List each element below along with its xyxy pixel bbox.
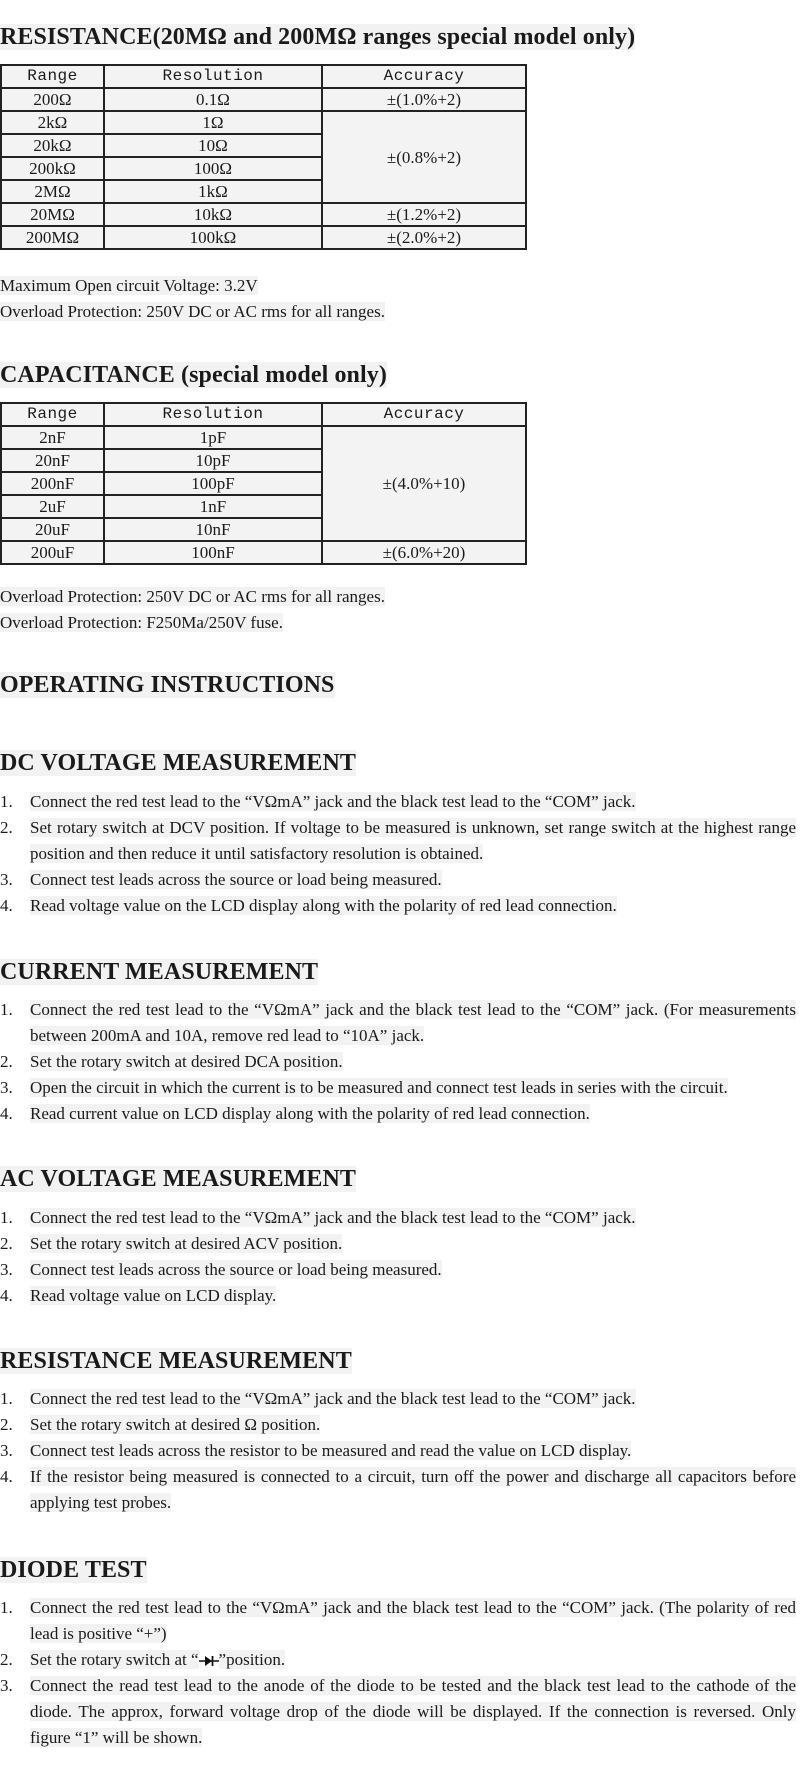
resistance-measurement-steps (0, 1386, 796, 1516)
resolution-cell: 100pF (104, 472, 322, 495)
range-cell: 200kΩ (1, 157, 104, 180)
range-header: Range (1, 403, 104, 426)
range-cell: 20uF (1, 518, 104, 541)
dc-voltage-heading: DC VOLTAGE MEASUREMENT (0, 750, 357, 776)
list-item: 4. Read voltage value on LCD display. (0, 1286, 277, 1305)
list-item: 3. Connect test leads across the source or load being measured. (0, 1260, 442, 1279)
list-item: 3. Connect test leads across the source or load being measured. (0, 870, 442, 889)
list-item: 1. Connect the red test lead to the “VΩmA” jack and the black test lead to the “COM” jack. (0, 1389, 636, 1408)
operating-heading: OPERATING INSTRUCTIONS (0, 672, 335, 698)
accuracy-header: Accuracy (322, 65, 526, 88)
range-cell: 200uF (1, 541, 104, 564)
range-cell: 200Ω (1, 88, 104, 111)
resolution-cell: 10kΩ (104, 203, 322, 226)
resolution-cell: 10pF (104, 449, 322, 472)
list-item: 4. Read voltage value on the LCD display along with the polarity of red lead connection. (0, 896, 617, 915)
capacitance-table (0, 402, 527, 565)
resolution-cell: 100kΩ (104, 226, 322, 249)
range-cell: 2MΩ (1, 180, 104, 203)
list-item: 1. Connect the red test lead to the “VΩmA” jack and the black test lead to the “COM” jack. (0, 1208, 636, 1227)
dc-voltage-steps (0, 789, 796, 919)
table-row (1, 88, 526, 111)
resolution-cell: 10nF (104, 518, 322, 541)
ac-voltage-steps (0, 1205, 796, 1309)
range-cell: 2uF (1, 495, 104, 518)
resolution-cell: 1Ω (104, 111, 322, 134)
range-cell: 2kΩ (1, 111, 104, 134)
list-item: 1. Connect the red test lead to the “VΩmA” jack and the black test lead to the “COM” jack. (The polarity of red lead is positive “+”) (0, 1598, 796, 1643)
table-row (1, 203, 526, 226)
accuracy-cell: ±(2.0%+2) (322, 226, 526, 249)
diode-symbol-icon (199, 1655, 219, 1667)
table-header-row (1, 403, 526, 426)
resistance-overload-note: Overload Protection: 250V DC or AC rms for all ranges. (0, 302, 385, 321)
range-cell: 200nF (1, 472, 104, 495)
range-cell: 20nF (1, 449, 104, 472)
range-header: Range (1, 65, 104, 88)
list-item: 2. Set the rotary switch at “ ”position. (0, 1650, 286, 1669)
resistance-measurement-heading: RESISTANCE MEASUREMENT (0, 1348, 352, 1374)
resolution-cell: 100Ω (104, 157, 322, 180)
list-item: 1. Connect the red test lead to the “VΩmA” jack and the black test lead to the “COM” jack. (0, 792, 636, 811)
table-row (1, 426, 526, 449)
range-cell: 2nF (1, 426, 104, 449)
list-item: 3. Connect the read test lead to the anode of the diode to be tested and the black test lead to the cathode of the diode. The approx, forward voltage drop of the diode will be displayed. If the connection is reversed. Only figure “1” will be shown. (0, 1676, 796, 1747)
list-item: 2. Set the rotary switch at desired ACV position. (0, 1234, 343, 1253)
resolution-header: Resolution (104, 65, 322, 88)
accuracy-header: Accuracy (322, 403, 526, 426)
resolution-cell: 100nF (104, 541, 322, 564)
table-header-row (1, 65, 526, 88)
list-item: 1. Connect the red test lead to the “VΩmA” jack and the black test lead to the “COM” jack. (For measurements between 200mA and 10A, remove red lead to “10A” jack. (0, 1000, 796, 1045)
current-heading: CURRENT MEASUREMENT (0, 959, 319, 985)
accuracy-cell: ±(4.0%+10) (322, 426, 526, 541)
diode-test-steps (0, 1595, 796, 1751)
accuracy-cell: ±(1.0%+2) (322, 88, 526, 111)
resistance-table (0, 64, 527, 250)
table-row (1, 111, 526, 134)
range-cell: 20kΩ (1, 134, 104, 157)
accuracy-cell: ±(0.8%+2) (322, 111, 526, 203)
capacitance-overload-note: Overload Protection: 250V DC or AC rms for all ranges. (0, 587, 385, 606)
list-item: 3. Connect test leads across the resistor to be measured and read the value on LCD display. (0, 1441, 632, 1460)
capacitance-fuse-note: Overload Protection: F250Ma/250V fuse. (0, 613, 283, 632)
resolution-cell: 1pF (104, 426, 322, 449)
list-item: 4. If the resistor being measured is connected to a circuit, turn off the power and discharge all capacitors before applying test probes. (0, 1467, 796, 1512)
resolution-cell: 1kΩ (104, 180, 322, 203)
list-item: 2. Set rotary switch at DCV position. If voltage to be measured is unknown, set range switch at the highest range position and then reduce it until satisfactory resolution is obtained. (0, 818, 796, 863)
list-item: 2. Set the rotary switch at desired DCA position. (0, 1052, 343, 1071)
resolution-cell: 10Ω (104, 134, 322, 157)
accuracy-cell: ±(1.2%+2) (322, 203, 526, 226)
table-row (1, 226, 526, 249)
resolution-cell: 1nF (104, 495, 322, 518)
resistance-voltage-note: Maximum Open circuit Voltage: 3.2V (0, 276, 258, 295)
list-item: 3. Open the circuit in which the current is to be measured and connect test leads in series with the circuit. (0, 1078, 728, 1097)
current-steps (0, 997, 796, 1127)
list-item: 2. Set the rotary switch at desired Ω position. (0, 1415, 321, 1434)
resistance-heading: RESISTANCE(20MΩ and 200MΩ ranges special model only) (0, 24, 636, 50)
resolution-cell: 0.1Ω (104, 88, 322, 111)
range-cell: 20MΩ (1, 203, 104, 226)
capacitance-heading: CAPACITANCE (special model only) (0, 362, 387, 388)
list-item: 4. Read current value on LCD display along with the polarity of red lead connection. (0, 1104, 590, 1123)
range-cell: 200MΩ (1, 226, 104, 249)
table-row (1, 541, 526, 564)
ac-voltage-heading: AC VOLTAGE MEASUREMENT (0, 1166, 357, 1192)
accuracy-cell: ±(6.0%+20) (322, 541, 526, 564)
diode-test-heading: DIODE TEST (0, 1557, 147, 1583)
resolution-header: Resolution (104, 403, 322, 426)
